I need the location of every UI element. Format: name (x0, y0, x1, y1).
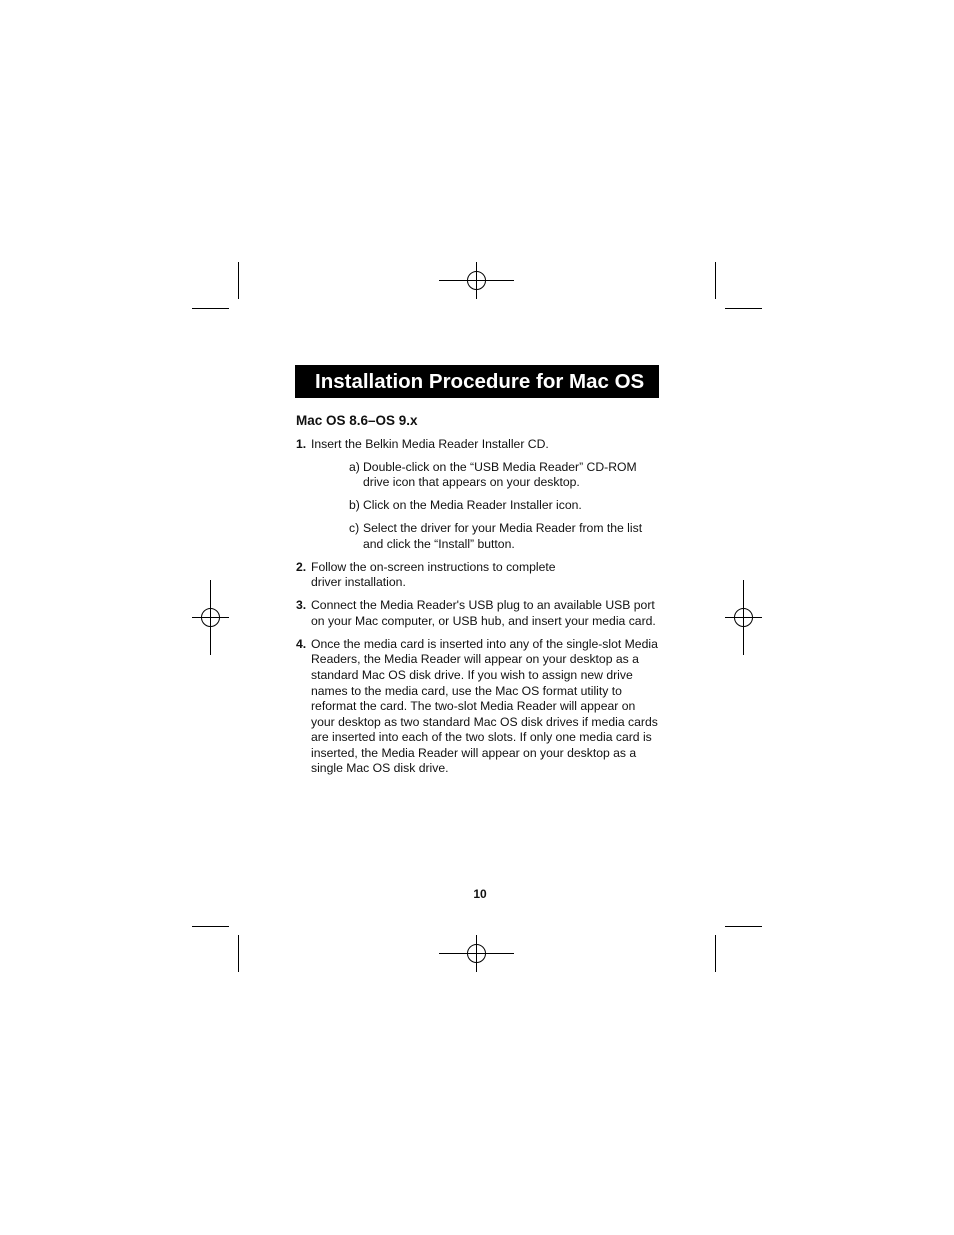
registration-mark-icon (734, 608, 753, 627)
registration-mark-icon (467, 271, 486, 290)
step-text: Connect the Media Reader's USB plug to an available USB port on your Mac computer, or USB hub, and insert your media card. (311, 598, 656, 628)
crop-mark (725, 308, 762, 309)
sub-step (349, 460, 661, 491)
list-item (296, 560, 661, 591)
installation-steps (296, 437, 661, 784)
sub-step (349, 498, 661, 514)
registration-mark-icon (201, 608, 220, 627)
step-number: 4. (296, 636, 307, 651)
crop-mark (238, 262, 239, 299)
sub-step-text: Click on the Media Reader Installer icon. (363, 498, 582, 513)
sub-step-label: a) (349, 459, 360, 474)
step-number: 1. (296, 437, 307, 451)
step-number: 2. (296, 559, 307, 574)
list-item (296, 598, 661, 629)
step-text: Once the media card is inserted into any of the single-slot Media Readers, the Media Reader will appear on your desktop as a standard Mac OS disk drive. If you wish to assign new drive names to the media card, use the Mac OS format utility to reformat the card. The two-slot Media Reader will appear on your desktop as two standard Mac OS disk drives if media cards are inserted into each of the two slots. If only one media card is inserted, the Media Reader will appear on your desktop as a single Mac OS disk drive. (311, 636, 658, 776)
sub-step-text: Double-click on the “USB Media Reader” CD-ROM drive icon that appears on your desktop. (363, 459, 637, 490)
crop-mark (715, 935, 716, 972)
registration-mark-icon (467, 944, 486, 963)
sub-step (349, 521, 661, 552)
step-text: Follow the on-screen instructions to complete driver installation. (311, 559, 556, 590)
sub-step-label: c) (349, 521, 360, 536)
crop-mark (192, 308, 229, 309)
sub-step-label: b) (349, 498, 360, 513)
crop-mark (715, 262, 716, 299)
page-title: Installation Procedure for Mac OS (295, 365, 659, 398)
step-number: 3. (296, 598, 307, 613)
section-heading: Mac OS 8.6–OS 9.x (296, 413, 418, 428)
list-item (296, 637, 661, 777)
sub-step-text: Select the driver for your Media Reader from the list and click the “Install” button. (363, 521, 643, 551)
crop-mark (238, 935, 239, 972)
crop-mark (725, 926, 762, 927)
step-text: Insert the Belkin Media Reader Installer CD. (311, 437, 549, 451)
crop-mark (192, 926, 229, 927)
page-number: 10 (473, 887, 487, 901)
list-item (296, 437, 661, 552)
